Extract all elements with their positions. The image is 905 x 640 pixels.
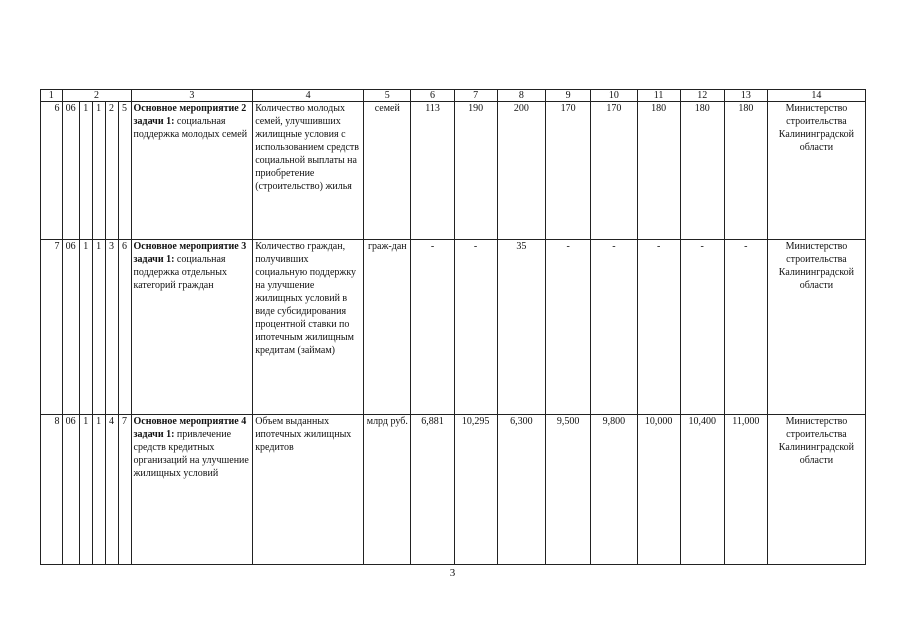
activity-description: социальная поддержка молодых семей <box>133 116 248 140</box>
code-cell: 06 <box>62 240 79 415</box>
code-cell: 06 <box>62 102 79 240</box>
activity-title: Основное мероприятие 4 задачи 1: <box>133 416 247 440</box>
header-cell: 7 <box>454 90 497 102</box>
code-cell: 1 <box>79 240 92 415</box>
responsible-cell: Министерство строительства Калининградской области <box>767 240 865 415</box>
value-cell: - <box>454 240 497 415</box>
value-cell: 180 <box>724 102 767 240</box>
activity-title: Основное мероприятие 3 задачи 1: <box>133 241 247 265</box>
value-cell: 9,500 <box>546 415 591 565</box>
responsible-cell: Министерство строительства Калининградской области <box>767 102 865 240</box>
value-cell: 9,800 <box>591 415 637 565</box>
header-cell: 4 <box>253 90 364 102</box>
code-cell: 5 <box>118 102 131 240</box>
code-cell: 2 <box>105 102 118 240</box>
header-cell: 5 <box>364 90 411 102</box>
code-cell: 6 <box>118 240 131 415</box>
activity-description: привлечение средств кредитных организаций на улучшение жилищных условий <box>133 429 249 479</box>
page-number: 3 <box>449 567 456 579</box>
activity-cell <box>131 415 253 565</box>
header-cell: 14 <box>767 90 865 102</box>
header-cell: 8 <box>497 90 545 102</box>
value-cell: 6,881 <box>411 415 454 565</box>
code-cell: 1 <box>92 415 105 565</box>
program-table <box>40 89 866 565</box>
value-cell: 11,000 <box>724 415 767 565</box>
value-cell: - <box>411 240 454 415</box>
responsible-cell: Министерство строительства Калининградской области <box>767 415 865 565</box>
header-cell: 10 <box>591 90 637 102</box>
activity-description: социальная поддержка отдельных категорий граждан <box>133 254 227 291</box>
value-cell: 10,400 <box>680 415 724 565</box>
row-number: 8 <box>41 415 63 565</box>
value-cell: 10,295 <box>454 415 497 565</box>
unit-cell: семей <box>364 102 411 240</box>
value-cell: 200 <box>497 102 545 240</box>
header-cell: 2 <box>62 90 131 102</box>
table-row <box>41 102 866 240</box>
indicator-cell: Количество граждан, получивших социальную поддержку на улучшение жилищных условий в виде субсидирования процентной ставки по ипотечным жилищным кредитам (займам) <box>253 240 364 415</box>
unit-cell: граж-дан <box>364 240 411 415</box>
code-cell: 7 <box>118 415 131 565</box>
activity-title: Основное мероприятие 2 задачи 1: <box>133 103 247 127</box>
header-cell: 3 <box>131 90 253 102</box>
activity-cell <box>131 240 253 415</box>
header-cell: 13 <box>724 90 767 102</box>
code-cell: 1 <box>79 415 92 565</box>
value-cell: 190 <box>454 102 497 240</box>
indicator-cell: Объем выданных ипотечных жилищных кредитов <box>253 415 364 565</box>
header-cell: 6 <box>411 90 454 102</box>
code-cell: 1 <box>92 102 105 240</box>
activity-cell <box>131 102 253 240</box>
code-cell: 1 <box>79 102 92 240</box>
value-cell: 113 <box>411 102 454 240</box>
code-cell: 1 <box>92 240 105 415</box>
value-cell: 170 <box>591 102 637 240</box>
code-cell: 06 <box>62 415 79 565</box>
header-cell: 9 <box>546 90 591 102</box>
row-number: 6 <box>41 102 63 240</box>
unit-cell: млрд руб. <box>364 415 411 565</box>
value-cell: 6,300 <box>497 415 545 565</box>
table-row <box>41 415 866 565</box>
value-cell: - <box>591 240 637 415</box>
value-cell: 35 <box>497 240 545 415</box>
value-cell: - <box>724 240 767 415</box>
value-cell: 10,000 <box>637 415 680 565</box>
value-cell: 180 <box>637 102 680 240</box>
code-cell: 3 <box>105 240 118 415</box>
value-cell: - <box>637 240 680 415</box>
header-row <box>41 90 866 102</box>
indicator-cell: Количество молодых семей, улучшивших жилищные условия с использованием средств социальной выплаты на приобретение (строительство) жилья <box>253 102 364 240</box>
value-cell: - <box>680 240 724 415</box>
value-cell: 180 <box>680 102 724 240</box>
header-cell: 12 <box>680 90 724 102</box>
row-number: 7 <box>41 240 63 415</box>
table-row <box>41 240 866 415</box>
value-cell: - <box>546 240 591 415</box>
code-cell: 4 <box>105 415 118 565</box>
header-cell: 11 <box>637 90 680 102</box>
value-cell: 170 <box>546 102 591 240</box>
header-cell: 1 <box>41 90 63 102</box>
